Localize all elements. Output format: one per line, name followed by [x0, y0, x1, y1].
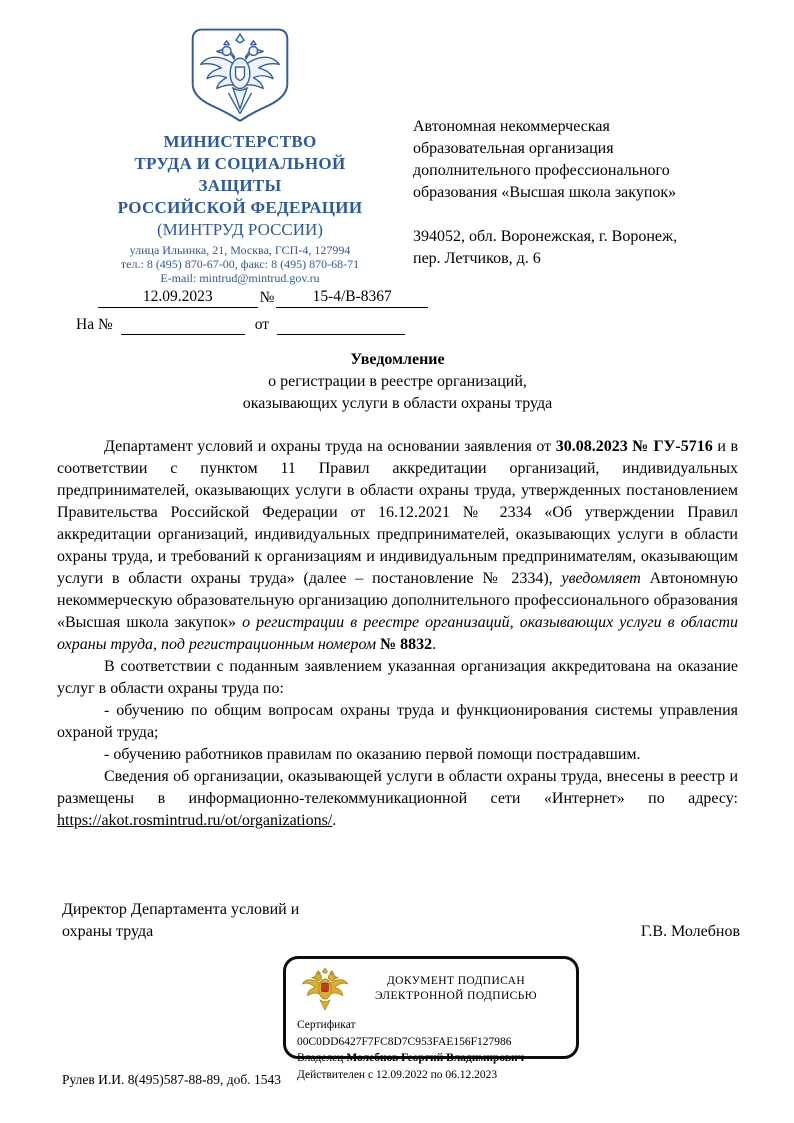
outgoing-date: 12.09.2023 [98, 287, 258, 308]
e-signature-stamp [283, 956, 579, 1081]
letterhead [85, 26, 395, 285]
ministry-name-line: ТРУДА И СОЦИАЛЬНОЙ [134, 154, 346, 173]
ministry-short-name: (МИНТРУД РОССИИ) [157, 220, 323, 239]
signer-position [62, 899, 299, 943]
stamp-title [351, 974, 565, 1004]
ministry-email: E-mail: mintrud@mintrud.gov.ru [160, 271, 320, 285]
signer-position-line: охраны труда [62, 923, 154, 940]
signature-block [62, 899, 740, 943]
ref-ot-label: от [254, 316, 270, 333]
ministry-name-line: МИНИСТЕРСТВО [163, 132, 317, 151]
registry-url-link[interactable]: https://akot.rosmintrud.ru/ot/organizations/ [57, 812, 333, 829]
text-segment: . [432, 636, 437, 653]
recipient-name-line: образования «Высшая школа закупок» [413, 184, 677, 201]
recipient-address [413, 226, 753, 270]
ref-date-blank [277, 317, 405, 335]
paragraph [57, 744, 738, 766]
text-segment: Автономную некоммерческую образовательную организацию дополнительного профессионального образования «Высшая школа закупок» [57, 570, 738, 631]
ref-number-blank [121, 317, 245, 335]
paragraph [57, 766, 738, 832]
outgoing-date-number-row [98, 287, 428, 308]
title-main: Уведомление [350, 351, 445, 368]
outgoing-number: 15-4/В-8367 [276, 287, 428, 308]
ministry-name-line: ЗАЩИТЫ [198, 176, 282, 195]
coat-of-arms-gold-icon [299, 966, 351, 1012]
stamp-info [297, 1017, 565, 1083]
recipient-name-line: дополнительного профессионального [413, 162, 670, 179]
ministry-name [85, 131, 395, 219]
stamp-owner-line [297, 1050, 565, 1067]
ministry-address: улица Ильинка, 21, Москва, ГСП-4, 127994 [129, 243, 351, 257]
text-segment: В соответствии с поданным заявлением указанная организация аккредитована на оказание услуг в области охраны труда по: [57, 658, 738, 697]
stamp-certificate-line [297, 1017, 565, 1050]
certificate-label: Сертификат [297, 1019, 356, 1031]
text-segment: Департамент условий и охраны труда на основании заявления от [104, 438, 556, 455]
paragraph [57, 700, 738, 744]
text-segment: . [332, 812, 337, 829]
stamp-title-line: ДОКУМЕНТ ПОДПИСАН [386, 975, 526, 987]
certificate-value: 00C0DD6427F7FC8D7C953FAE156F127986 [297, 1035, 512, 1048]
ministry-name-line: РОССИЙСКОЙ ФЕДЕРАЦИИ [117, 198, 363, 217]
text-segment: № 8832 [380, 636, 433, 653]
recipient-address-line: 394052, обл. Воронежская, г. Воронеж, [413, 228, 678, 245]
ref-na-label: На № [76, 316, 113, 333]
recipient-address-line: пер. Летчиков, д. 6 [413, 250, 541, 267]
coat-of-arms-icon [190, 26, 290, 126]
reference-row [76, 315, 405, 335]
recipient-name-line: образовательная организация [413, 140, 614, 157]
number-sign: № [259, 289, 275, 306]
body-paragraphs [57, 436, 738, 832]
title-sub: оказывающих услуги в области охраны труда [242, 395, 553, 412]
ministry-phone: тел.: 8 (495) 870-67-00, факс: 8 (495) 870-68-71 [120, 257, 360, 271]
text-segment: уведомляет [561, 570, 641, 587]
text-segment: о регистрации в реестре организаций, оказывающих услуги в области охраны труда, под регистрационным номером [57, 614, 738, 653]
document-title [57, 349, 738, 415]
owner-label: Владелец [297, 1052, 344, 1064]
signer-name: Г.В. Молебнов [640, 923, 740, 940]
ministry-contacts [85, 243, 395, 285]
executor-contact: Рулев И.И. 8(495)587-88-89, доб. 1543 [62, 1072, 281, 1087]
recipient-block [413, 116, 753, 270]
recipient-name-line: Автономная некоммерческая [413, 118, 610, 135]
stamp-validity-line: Действителен с 12.09.2022 по 06.12.2023 [297, 1068, 498, 1081]
owner-value: Молебнов Георгий Владимирович [346, 1052, 525, 1064]
text-segment: и в соответствии с пунктом 11 Правил аккредитации организаций, индивидуальных предпринимателей, оказывающих услуги в области охраны труда, утвержденных постановлением Правительства Российской Федерации от 16.12.2021 № 2334 «Об утверждении Правил аккредитации организаций, индивидуальных предпринимателей, оказывающих услуги в области охраны труда, и требований к организациям и индивидуальным предпринимателям, оказывающим услуги в области охраны труда» (далее – постановление № 2334), [57, 438, 738, 587]
paragraph [57, 436, 738, 656]
text-segment: - обучению по общим вопросам охраны труда и функционирования системы управления охраной труда; [57, 702, 738, 741]
stamp-header [297, 966, 565, 1012]
text-segment: 30.08.2023 № ГУ-5716 [555, 438, 713, 455]
recipient-name [413, 116, 753, 204]
stamp-title-line: ЭЛЕКТРОННОЙ ПОДПИСЬЮ [375, 990, 537, 1002]
paragraph [57, 656, 738, 700]
signer-position-line: Директор Департамента условий и [62, 901, 300, 918]
title-sub: о регистрации в реестре организаций, [268, 373, 527, 390]
text-segment: - обучению работников правилам по оказанию первой помощи пострадавшим. [104, 746, 641, 763]
text-segment: Сведения об организации, оказывающей услуги в области охраны труда, внесены в реестр и размещены в информационно-телекоммуникационной сети «Интернет» по адресу: [57, 768, 738, 807]
